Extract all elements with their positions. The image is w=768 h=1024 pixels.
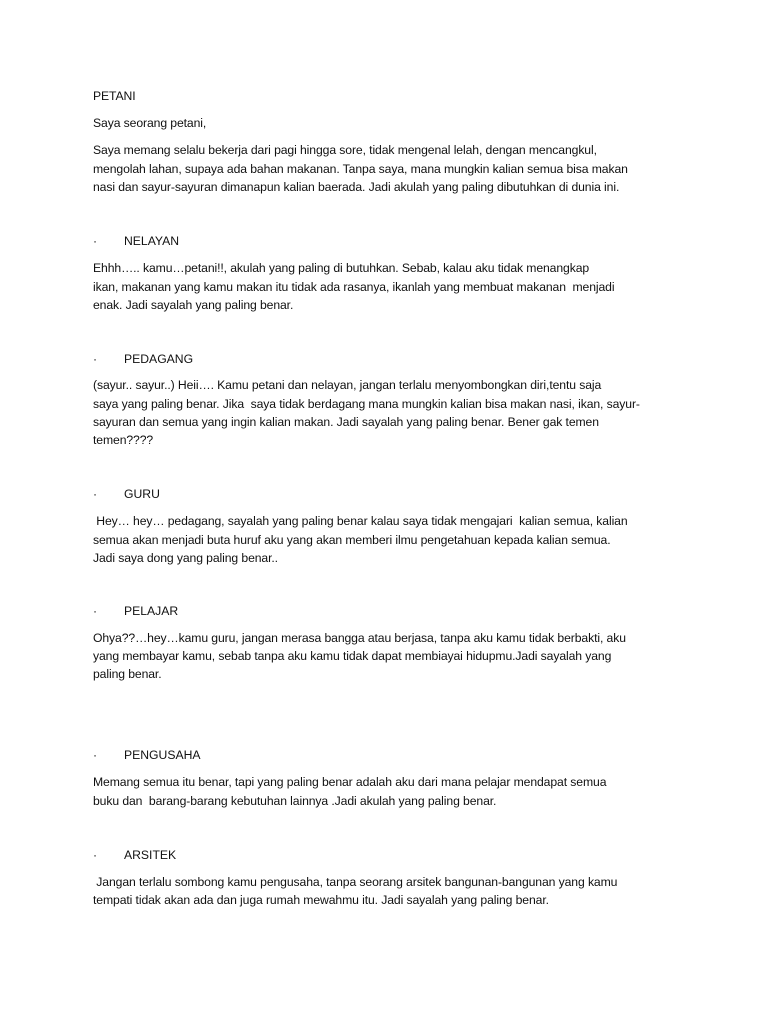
arsitek-paragraph-line: tempati tidak akan ada dan juga rumah mewahmu itu. Jadi sayalah yang paling benar. [93, 893, 549, 907]
pengusaha-paragraph-line: Memang semua itu benar, tapi yang paling benar adalah aku dari mana pelajar mendapat semua [93, 775, 607, 789]
section-heading-pedagang: PEDAGANG [124, 352, 194, 366]
pedagang-paragraph-line: saya yang paling benar. Jika saya tidak berdagang mana mungkin kalian bisa makan nasi, ikan, sayur- [93, 397, 640, 411]
bullet-icon: · [93, 352, 98, 366]
section-heading-arsitek: ARSITEK [124, 848, 177, 862]
guru-paragraph-line: Hey… hey… pedagang, sayalah yang paling benar kalau saya tidak mengajari kalian semua, kalian [93, 514, 628, 528]
pedagang-paragraph-line: sayuran dan semua yang ingin kalian makan. Jadi sayalah yang paling benar. Bener gak temen [93, 415, 599, 429]
bullet-icon: · [93, 234, 98, 248]
pedagang-paragraph-line: (sayur.. sayur..) Heii…. Kamu petani dan nelayan, jangan terlalu menyombongkan diri,tentu saja [93, 378, 602, 392]
nelayan-paragraph-line: ikan, makanan yang kamu makan itu tidak ada rasanya, ikanlah yang membuat makanan menjadi [93, 280, 615, 294]
pengusaha-paragraph-line: buku dan barang-barang kebutuhan lainnya .Jadi akulah yang paling benar. [93, 794, 497, 808]
section-heading-guru: GURU [124, 487, 160, 501]
petani-paragraph-line: mengolah lahan, supaya ada bahan makanan. Tanpa saya, mana mungkin kalian semua bisa makan [93, 162, 628, 176]
bullet-icon: · [93, 748, 98, 762]
bullet-icon: · [93, 848, 98, 862]
nelayan-paragraph-line: enak. Jadi sayalah yang paling benar. [93, 298, 294, 312]
section-heading-pengusaha: PENGUSAHA [124, 748, 201, 762]
document-title: PETANI [93, 89, 136, 103]
pelajar-paragraph-line: paling benar. [93, 667, 162, 681]
section-heading-nelayan: NELAYAN [124, 234, 180, 248]
pelajar-paragraph-line: Ohya??…hey…kamu guru, jangan merasa bangga atau berjasa, tanpa aku kamu tidak berbakti, aku [93, 631, 626, 645]
intro-line: Saya seorang petani, [93, 116, 207, 130]
petani-paragraph-line: nasi dan sayur-sayuran dimanapun kalian baerada. Jadi akulah yang paling dibutuhkan di dunia ini. [93, 180, 620, 194]
nelayan-paragraph-line: Ehhh….. kamu…petani!!, akulah yang paling di butuhkan. Sebab, kalau aku tidak menangkap [93, 261, 590, 275]
pelajar-paragraph-line: yang membayar kamu, sebab tanpa aku kamu tidak dapat membiayai hidupmu.Jadi sayalah yang [93, 649, 612, 663]
pedagang-paragraph-line: temen???? [93, 433, 154, 447]
guru-paragraph-line: semua akan menjadi buta huruf aku yang akan memberi ilmu pengetahuan kepada kalian semua. [93, 533, 611, 547]
bullet-icon: · [93, 604, 98, 618]
guru-paragraph-line: Jadi saya dong yang paling benar.. [93, 551, 278, 565]
bullet-icon: · [93, 487, 98, 501]
petani-paragraph-line: Saya memang selalu bekerja dari pagi hingga sore, tidak mengenal lelah, dengan mencangkul, [93, 143, 597, 157]
arsitek-paragraph-line: Jangan terlalu sombong kamu pengusaha, tanpa seorang arsitek bangunan-bangunan yang kamu [93, 875, 618, 889]
section-heading-pelajar: PELAJAR [124, 604, 179, 618]
